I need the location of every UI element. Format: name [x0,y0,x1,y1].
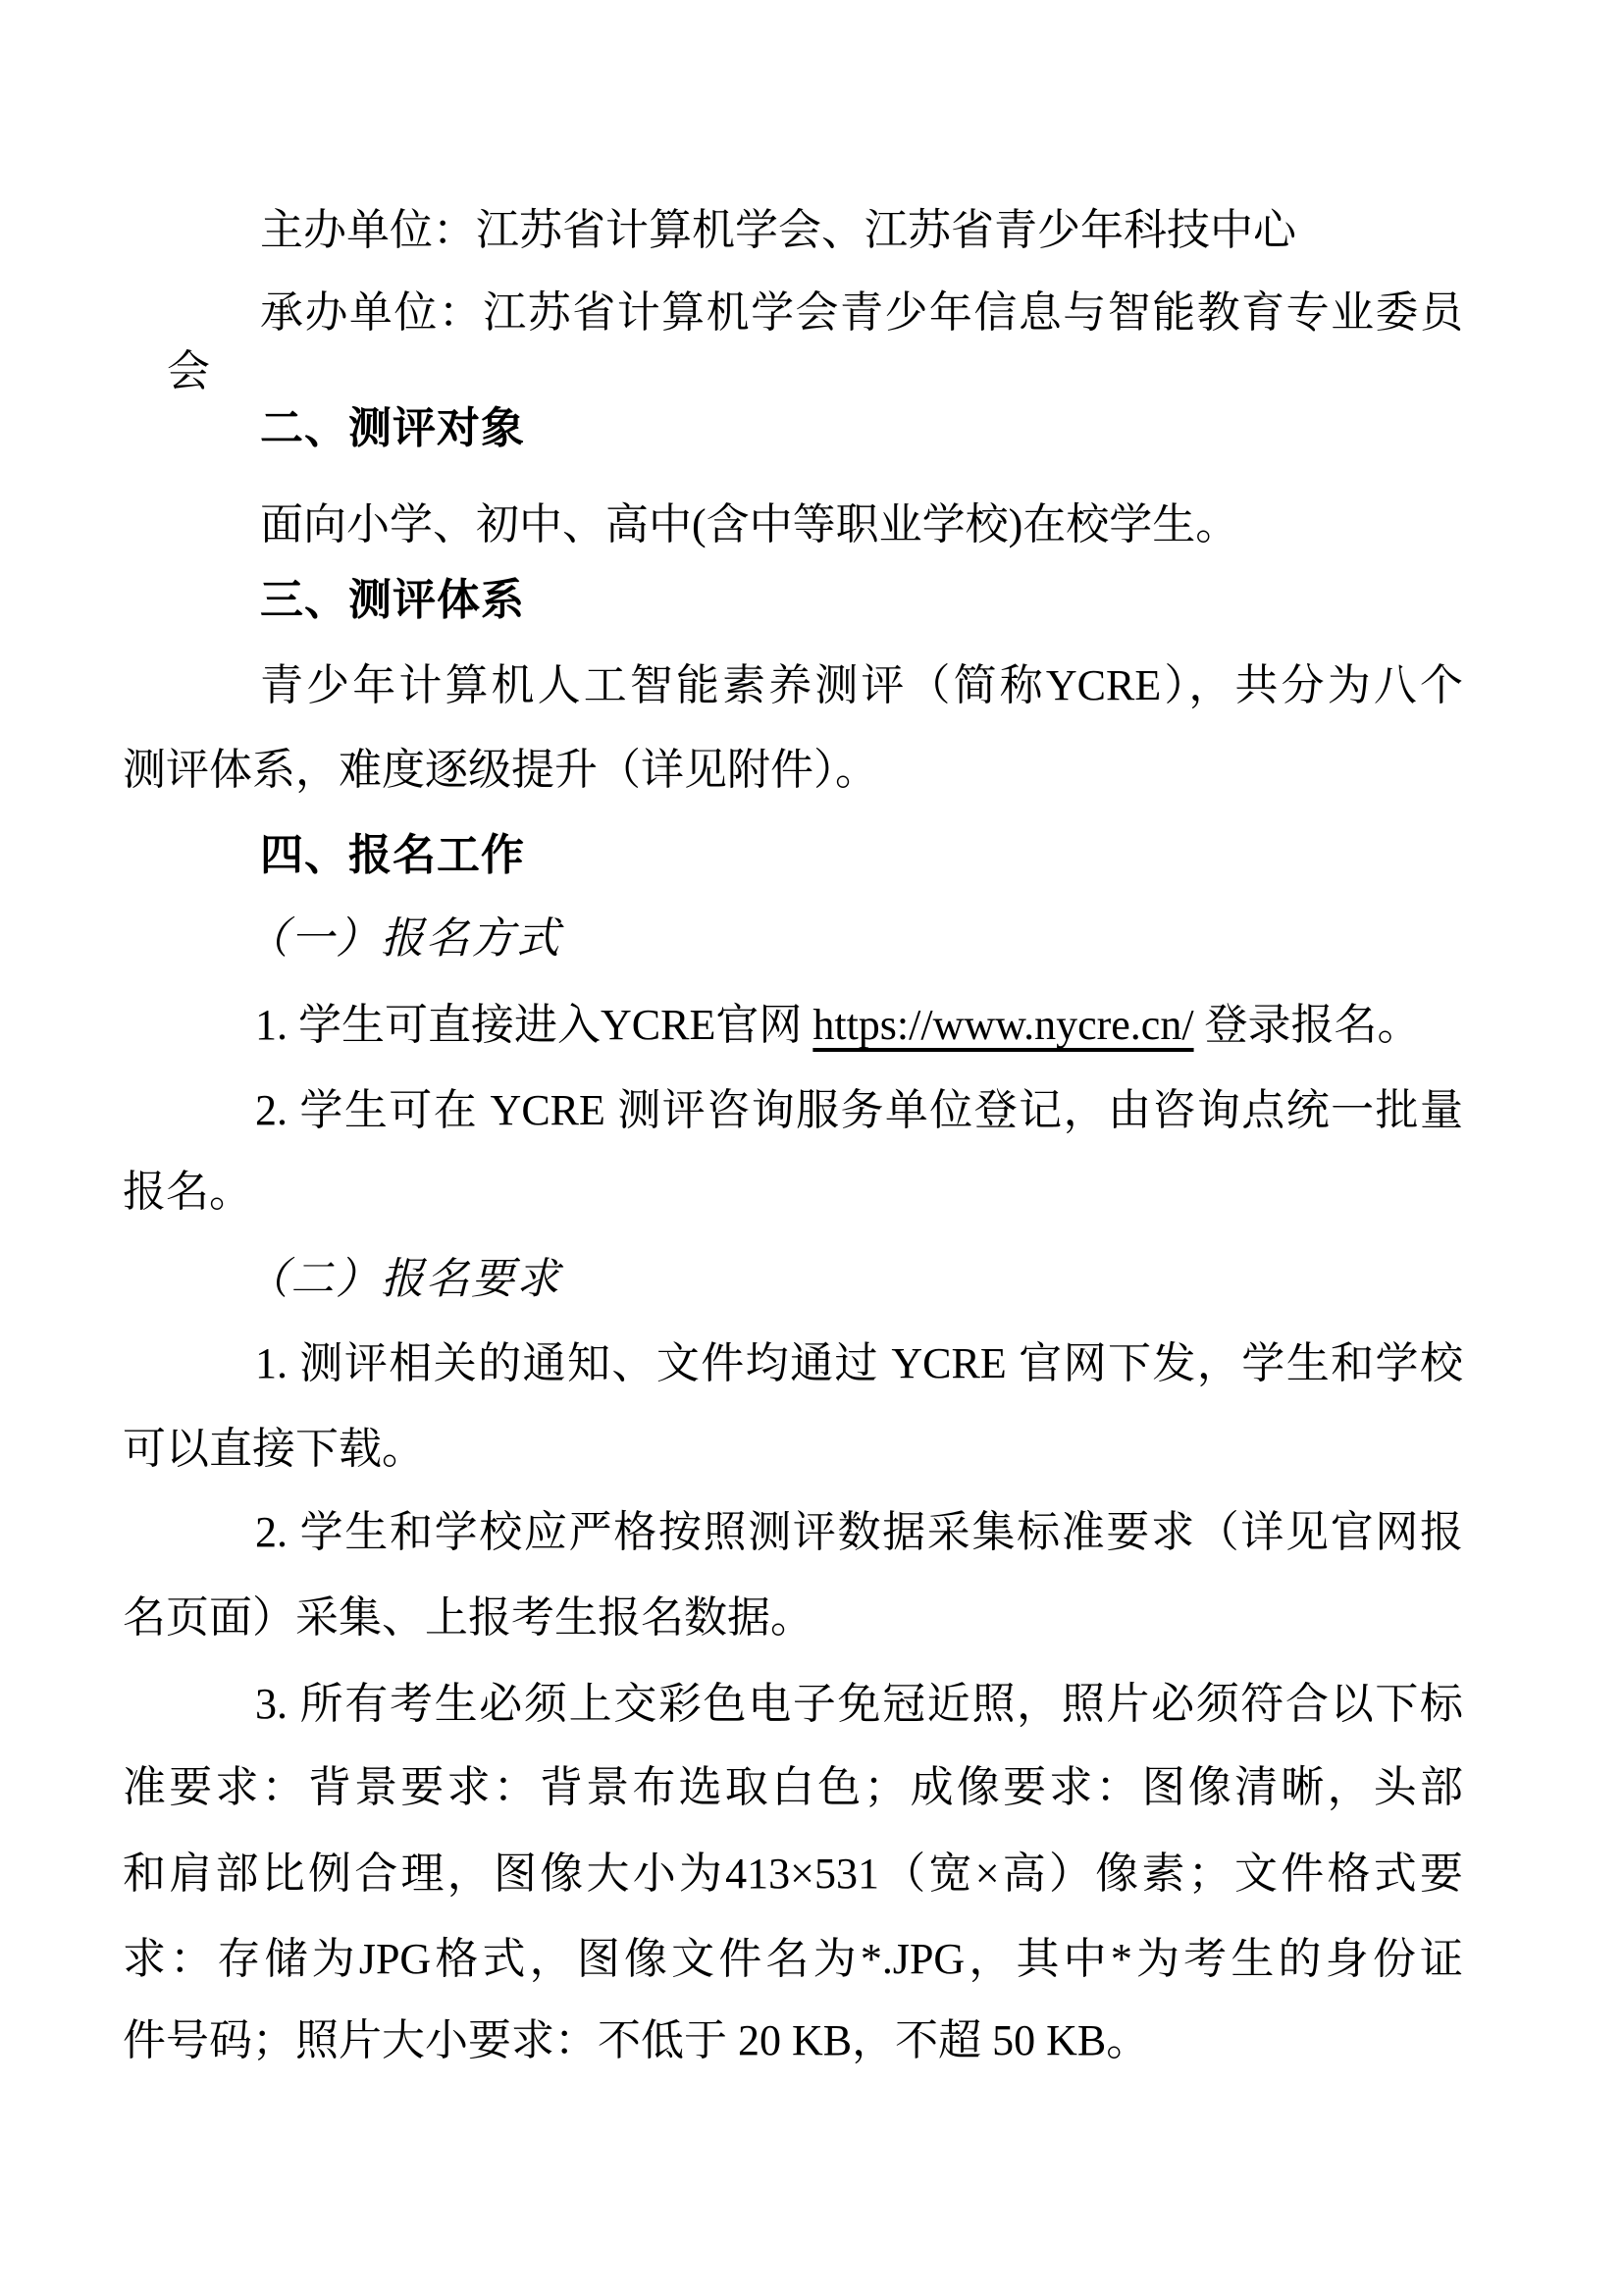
registration-method-item-1-suffix: 登录报名。 [1193,1001,1421,1049]
co-organizer-line: 承办单位：江苏省计算机学会青少年信息与智能教育专业委员 [260,288,1463,337]
requirement-item-1-line-1: 1. 测评相关的通知、文件均通过 YCRE 官网下发，学生和学校 [255,1339,1463,1387]
subheading-registration-method: （一）报名方式 [245,914,561,963]
registration-method-item-1 [255,1000,1421,1051]
registration-method-item-2-line-2: 报名。 [123,1168,252,1216]
evaluation-system-line-2: 测评体系，难度逐级提升（详见附件）。 [123,746,878,794]
requirement-item-3-line-2: 准要求：背景要求：背景布选取白色；成像要求：图像清晰，头部 [123,1763,1463,1811]
requirement-item-3-line-3: 和肩部比例合理，图像大小为413×531（宽×高）像素；文件格式要 [123,1850,1463,1898]
heading-registration-work: 四、报名工作 [260,831,525,879]
evaluation-system-line-1: 青少年计算机人工智能素养测评（简称YCRE），共分为八个 [260,661,1463,709]
requirement-item-2-line-1: 2. 学生和学校应严格按照测评数据采集标准要求（详见官网报 [255,1508,1463,1556]
requirement-item-1-line-2: 可以直接下载。 [123,1425,425,1473]
requirement-item-3-line-1: 3. 所有考生必须上交彩色电子免冠近照，照片必须符合以下标 [255,1680,1463,1728]
organizer-line: 主办单位：江苏省计算机学会、江苏省青少年科技中心 [260,206,1296,254]
requirement-item-3-line-5: 件号码；照片大小要求：不低于 20 KB，不超 50 KB。 [123,2016,1150,2064]
evaluation-target-text: 面向小学、初中、高中(含中等职业学校)在校学生。 [260,500,1239,548]
heading-evaluation-target: 二、测评对象 [260,404,525,452]
registration-method-item-2-line-1: 2. 学生可在 YCRE 测评咨询服务单位登记，由咨询点统一批量 [255,1086,1463,1134]
ycre-website-link[interactable]: https://www.nycre.cn/ [812,1001,1194,1049]
heading-evaluation-system: 三、测评体系 [260,576,525,624]
requirement-item-3-line-4: 求：存储为JPG格式，图像文件名为*.JPG，其中*为考生的身份证 [123,1935,1463,1983]
subheading-registration-requirements: （二）报名要求 [245,1255,561,1303]
registration-method-item-1-prefix: 1. 学生可直接进入YCRE官网 [255,1001,813,1049]
requirement-item-2-line-2: 名页面）采集、上报考生报名数据。 [123,1593,813,1642]
co-organizer-wrap-line: 会 [167,347,210,395]
